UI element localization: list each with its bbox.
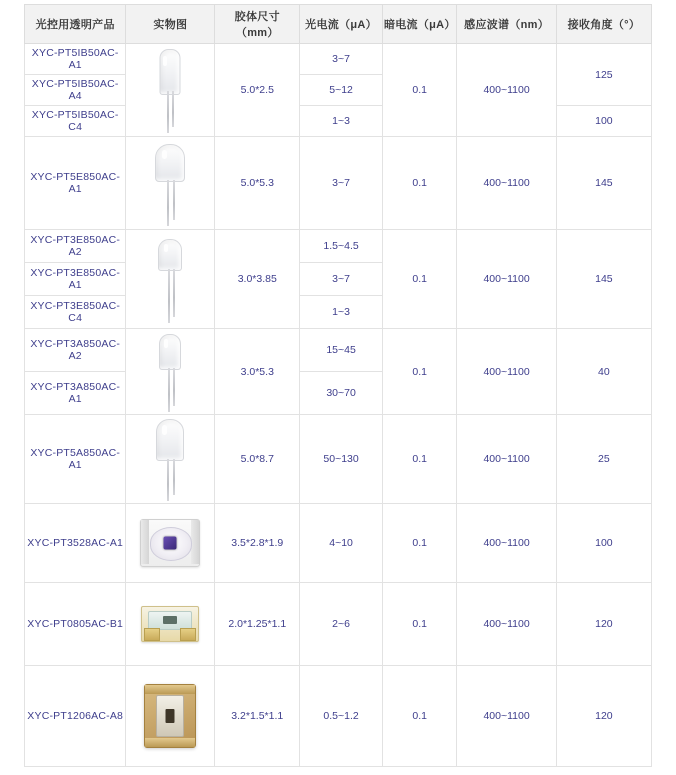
product-code: XYC-PT5IB50AC-A1 [25, 44, 126, 75]
spectrum-value: 400~1100 [457, 137, 556, 230]
product-code: XYC-PT3528AC-A1 [25, 504, 126, 583]
angle-value: 145 [556, 137, 651, 230]
photocurrent-value: 1~3 [300, 106, 383, 137]
product-photo [126, 415, 215, 504]
table-row [25, 415, 652, 504]
product-code: XYC-PT3E850AC-A1 [25, 263, 126, 296]
colloid-size: 3.2*1.5*1.1 [215, 666, 300, 767]
colloid-size: 5.0*5.3 [215, 137, 300, 230]
colloid-size: 3.0*3.85 [215, 230, 300, 329]
col-header-photo: 实物图 [126, 5, 215, 44]
table-row [25, 44, 652, 75]
photocurrent-value: 50~130 [300, 415, 383, 504]
photocurrent-value: 2~6 [300, 583, 383, 666]
col-header-size: 胶体尺寸（mm） [215, 5, 300, 44]
led-tall-3mm-icon [147, 332, 193, 412]
spectrum-value: 400~1100 [457, 504, 556, 583]
product-code: XYC-PT5IB50AC-A4 [25, 75, 126, 106]
photocurrent-value: 4~10 [300, 504, 383, 583]
product-photo [126, 504, 215, 583]
product-code: XYC-PT5A850AC-A1 [25, 415, 126, 504]
table-body [25, 44, 652, 767]
photocurrent-value: 30~70 [300, 372, 383, 415]
photocurrent-value: 3~7 [300, 137, 383, 230]
colloid-size: 5.0*2.5 [215, 44, 300, 137]
photocurrent-value: 1.5~4.5 [300, 230, 383, 263]
product-code: XYC-PT3A850AC-A1 [25, 372, 126, 415]
spectrum-value: 400~1100 [457, 415, 556, 504]
angle-value: 100 [556, 106, 651, 137]
angle-value: 125 [556, 44, 651, 106]
led-round-3mm-icon [147, 235, 193, 323]
spectrum-value: 400~1100 [457, 44, 556, 137]
photocurrent-value: 5~12 [300, 75, 383, 106]
smd-1206-icon [144, 684, 196, 748]
col-header-darkcurrent: 暗电流（μA） [382, 5, 456, 44]
product-code: XYC-PT5E850AC-A1 [25, 137, 126, 230]
product-photo [126, 137, 215, 230]
product-spec-table [24, 4, 652, 767]
col-header-product: 光控用透明产品 [25, 5, 126, 44]
dark-current-value: 0.1 [382, 583, 456, 666]
product-code: XYC-PT1206AC-A8 [25, 666, 126, 767]
photocurrent-value: 0.5~1.2 [300, 666, 383, 767]
smd-3528-icon [140, 519, 200, 567]
dark-current-value: 0.1 [382, 137, 456, 230]
product-code: XYC-PT3E850AC-A2 [25, 230, 126, 263]
photocurrent-value: 1~3 [300, 296, 383, 329]
col-header-spectrum: 感应波谱（nm） [457, 5, 556, 44]
product-photo [126, 44, 215, 137]
table-row [25, 504, 652, 583]
product-code: XYC-PT3E850AC-C4 [25, 296, 126, 329]
angle-value: 120 [556, 666, 651, 767]
led-round-5mm-icon [147, 140, 193, 226]
spectrum-value: 400~1100 [457, 583, 556, 666]
colloid-size: 2.0*1.25*1.1 [215, 583, 300, 666]
product-code: XYC-PT5IB50AC-C4 [25, 106, 126, 137]
angle-value: 100 [556, 504, 651, 583]
angle-value: 25 [556, 415, 651, 504]
table-row [25, 137, 652, 230]
dark-current-value: 0.1 [382, 230, 456, 329]
table-row [25, 106, 652, 137]
photocurrent-value: 3~7 [300, 44, 383, 75]
dark-current-value: 0.1 [382, 44, 456, 137]
header-row [25, 5, 652, 44]
product-photo [126, 230, 215, 329]
colloid-size: 5.0*8.7 [215, 415, 300, 504]
col-header-photocurrent: 光电流（μA） [300, 5, 383, 44]
dark-current-value: 0.1 [382, 666, 456, 767]
smd-0805-icon [141, 606, 199, 642]
photocurrent-value: 15~45 [300, 329, 383, 372]
led-tall-5mm-icon [147, 417, 193, 501]
product-code: XYC-PT0805AC-B1 [25, 583, 126, 666]
dark-current-value: 0.1 [382, 415, 456, 504]
spectrum-value: 400~1100 [457, 329, 556, 415]
dark-current-value: 0.1 [382, 504, 456, 583]
table-header [25, 5, 652, 44]
angle-value: 145 [556, 230, 651, 329]
spectrum-value: 400~1100 [457, 230, 556, 329]
angle-value: 120 [556, 583, 651, 666]
dark-current-value: 0.1 [382, 329, 456, 415]
led-oval-5x2p5-icon [147, 47, 193, 133]
table-row [25, 583, 652, 666]
col-header-angle: 接收角度（°） [556, 5, 651, 44]
colloid-size: 3.0*5.3 [215, 329, 300, 415]
angle-value: 40 [556, 329, 651, 415]
table-row [25, 230, 652, 263]
table-row [25, 666, 652, 767]
spec-sheet [0, 4, 676, 775]
table-row [25, 329, 652, 372]
photocurrent-value: 3~7 [300, 263, 383, 296]
product-photo [126, 666, 215, 767]
product-code: XYC-PT3A850AC-A2 [25, 329, 126, 372]
spectrum-value: 400~1100 [457, 666, 556, 767]
product-photo [126, 329, 215, 415]
product-photo [126, 583, 215, 666]
colloid-size: 3.5*2.8*1.9 [215, 504, 300, 583]
